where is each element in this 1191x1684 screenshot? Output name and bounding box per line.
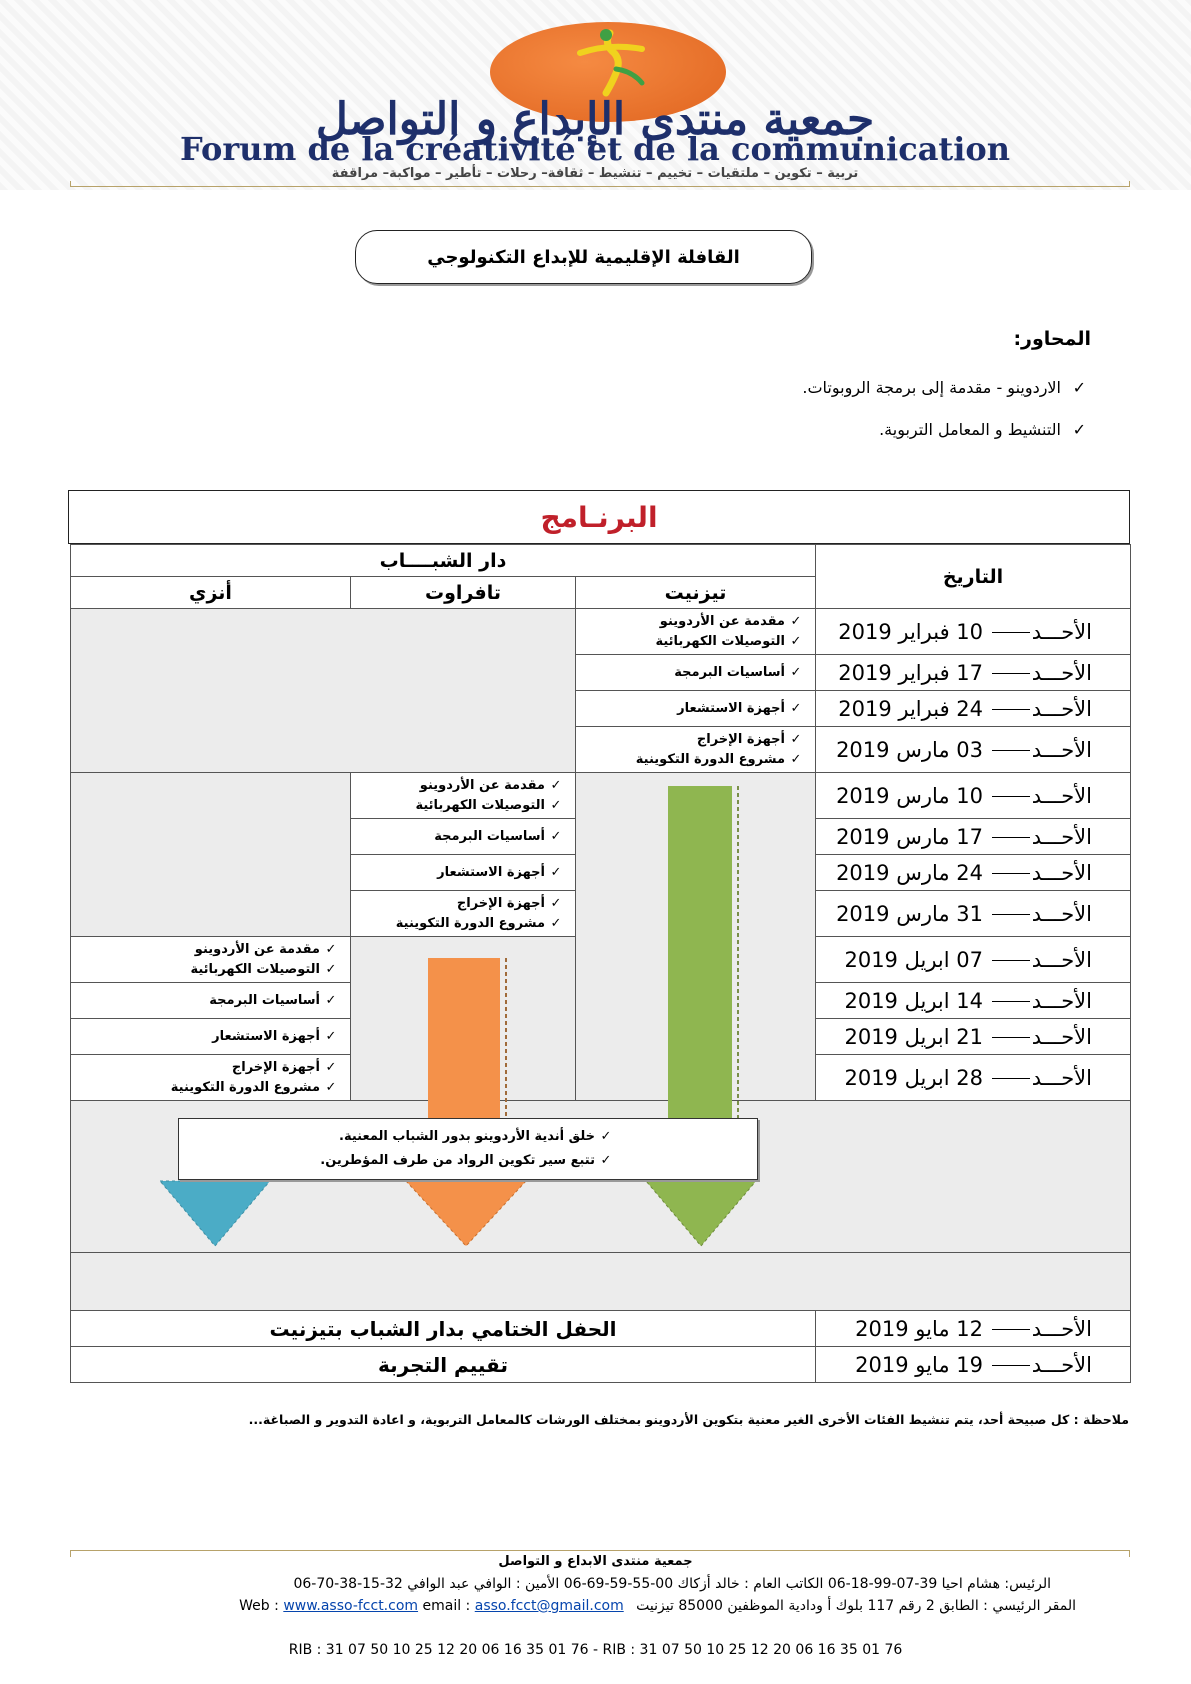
check-icon: ✓ [550,777,562,793]
date-cell: الأحـــد 03 مارس 2019 [816,727,1131,773]
date-cell: الأحـــد 19 مايو 2019 [816,1347,1131,1383]
check-icon: ✓ [325,992,337,1008]
date-cell: الأحـــد 24 فبراير 2019 [816,691,1131,727]
check-icon: ✓ [790,613,802,629]
remark-note: ملاحظة : كل صبيحة أحد، يتم تنشيط الفئات الأخرى الغير معنية بتكوين الأردوينو بمختلف الورشات كالمعامل التربوية، و اعادة التدوير و الصباغة... [248,1412,1129,1427]
axis-item: التنشيط و المعامل التربوية. [879,420,1061,439]
footer-org-name: جمعية منتدى الابداع و التواصل [498,1554,693,1569]
check-icon: ✓ [550,915,562,931]
topic: أجهزة الإخراج [456,895,545,911]
check-icon: ✓ [325,961,337,977]
anzi-header: أنزي [71,577,351,609]
date-cell: الأحـــد 17 فبراير 2019 [816,655,1131,691]
check-icon: ✓ [325,941,337,957]
topic: مشروع الدورة التكوينية [170,1079,320,1095]
topic: أساسيات البرمجة [434,828,545,844]
check-icon: ✓ [790,664,802,680]
topic: أساسيات البرمجة [209,992,320,1008]
closing-ceremony: الحفل الختامي بدار الشباب بتيزنيت [71,1311,816,1347]
check-icon: ✓ [550,797,562,813]
check-icon: ✓ [600,1153,612,1168]
check-icon: ✓ [550,828,562,844]
youth-house-header: دار الشبــــاب [71,545,816,577]
main-title: القافلة الإقليمية للإبداع التكنولوجي [355,230,812,284]
date-column-header: التاريخ [816,545,1131,609]
note-item: خلق أندية الأردوينو بدور الشباب المعنية. [339,1129,595,1144]
topic: التوصيلات الكهربائية [190,961,320,977]
web-label: Web : [239,1598,279,1614]
footer-contacts: الرئيس: هشام احيا 39-07-99-18-06 الكاتب العام : خالد أزكاك 00-55-59-69-06 الأمين : الوافي عبد الوافي 32-15-38-70-06 [293,1576,1051,1592]
topic: أجهزة الاستشعار [437,864,545,880]
date-cell: الأحـــد 17 مارس 2019 [816,819,1131,855]
note-box [178,1118,758,1180]
footer-address: المقر الرئيسي : الطابق 2 رقم 117 بلوك أ ودادية الموظفين 85000 تيزنيت [636,1598,1076,1614]
topic: أساسيات البرمجة [674,664,785,680]
date-cell: الأحـــد 31 مارس 2019 [816,891,1131,937]
date-cell: الأحـــد 14 ابريل 2019 [816,983,1131,1019]
topic: أجهزة الاستشعار [677,700,785,716]
axis-item: الاردوينو - مقدمة إلى برمجة الروبوتات. [802,378,1061,397]
date-cell: الأحـــد 28 ابريل 2019 [816,1055,1131,1101]
note-item: تتبع سير تكوين الرواد من طرف المؤطرين. [320,1153,595,1168]
date-cell: الأحـــد 10 مارس 2019 [816,773,1131,819]
footer-rib: RIB : 31 07 50 10 25 12 20 06 16 35 01 76 - RIB : 31 07 50 10 25 12 20 06 16 35 01 76 [288,1642,903,1658]
date-cell: الأحـــد 12 مايو 2019 [816,1311,1131,1347]
email-label: email : [422,1598,471,1614]
topic: مشروع الدورة التكوينية [395,915,545,931]
check-icon: ✓ [550,895,562,911]
topic: مقدمة عن الأردوينو [194,941,320,957]
date-cell: الأحـــد 21 ابريل 2019 [816,1019,1131,1055]
topic: أجهزة الإخراج [231,1059,320,1075]
org-tagline: تربية – تكوين – ملتقيات – تخييم – تنشيط – ثقافة– رحلات – تأطير – مواكبة– مراقفة [331,166,859,181]
check-icon: ✓ [790,731,802,747]
date-cell: الأحـــد 07 ابريل 2019 [816,937,1131,983]
footer-divider [70,1550,1130,1551]
date-cell: الأحـــد 24 مارس 2019 [816,855,1131,891]
footer-address-row [239,1598,1076,1614]
check-icon: ✓ [1072,420,1086,439]
check-icon: ✓ [600,1129,612,1144]
check-icon: ✓ [1072,378,1086,397]
topic: التوصيلات الكهربائية [655,633,785,649]
check-icon: ✓ [790,700,802,716]
check-icon: ✓ [790,633,802,649]
topic: أجهزة الاستشعار [212,1028,320,1044]
check-icon: ✓ [550,864,562,880]
email-link[interactable]: asso.fcct@gmail.com [474,1598,624,1614]
tafraout-header: تافراوت [351,577,576,609]
org-name-arabic: جمعية منتدى الإبداع و التواصل [315,94,875,145]
website-link[interactable]: www.asso-fcct.com [283,1598,419,1614]
check-icon: ✓ [325,1079,337,1095]
check-icon: ✓ [325,1059,337,1075]
topic: مشروع الدورة التكوينية [635,751,785,767]
program-title: البرنـامج [68,490,1130,544]
check-icon: ✓ [325,1028,337,1044]
tiznit-header: تيزنيت [576,577,816,609]
date-cell: الأحـــد 10 فبراير 2019 [816,609,1131,655]
axes-heading: المحاور: [1013,328,1091,350]
topic: مقدمة عن الأردوينو [419,777,545,793]
check-icon: ✓ [790,751,802,767]
tafraout-arrow-icon [406,958,526,1246]
evaluation: تقييم التجربة [71,1347,816,1383]
topic: التوصيلات الكهربائية [415,797,545,813]
topic: أجهزة الإخراج [696,731,785,747]
org-name-french: Forum de la créativité et de la communication [180,130,1010,168]
topic: مقدمة عن الأردوينو [659,613,785,629]
